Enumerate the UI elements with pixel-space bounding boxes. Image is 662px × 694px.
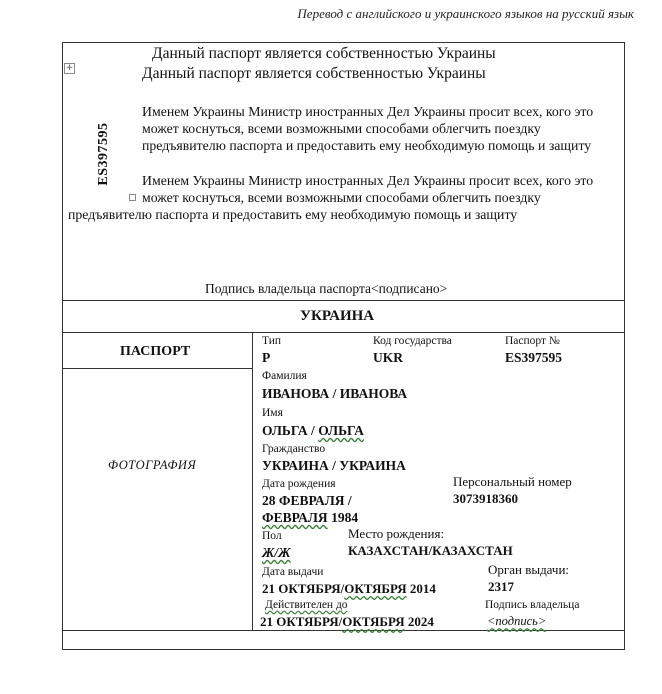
issue-date-part-3: 2014: [406, 581, 436, 596]
valid-until-part-3: 2024: [404, 614, 434, 629]
issue-date-part-1: 21 ОКТЯБРЯ/: [262, 581, 345, 596]
divider-passport-label: [62, 368, 253, 369]
anchor-box-icon: [129, 194, 136, 201]
issuing-authority-label: Орган выдачи:: [488, 562, 570, 577]
plea-2-line-2: может коснуться, всеми возможными способами облегчить поездку: [142, 190, 541, 205]
birth-date-label: Дата рождения: [262, 478, 336, 490]
surname-value: ИВАНОВА / ИВАНОВА: [262, 386, 408, 401]
birth-date-line-1: 28 ФЕВРАЛЯ /: [262, 493, 352, 508]
passport-number-value: ES397595: [505, 350, 563, 365]
valid-until-label: [265, 599, 348, 611]
surname-label: Фамилия: [262, 370, 307, 382]
personal-number-value: 3073918360: [453, 491, 518, 506]
plea-2-line-1: Именем Украины Министр иностранных Дел Украины просит всех, кого это: [142, 173, 594, 188]
holder-signature-line: Подпись владельца паспорта<подписано>: [205, 281, 448, 296]
sex-value: Ж/Ж: [262, 545, 291, 560]
given-name-label: Имя: [262, 407, 283, 419]
birth-date-line-2: [262, 510, 358, 526]
valid-until-part-1: 21 ОКТЯБРЯ/: [260, 614, 343, 629]
photo-placeholder-label: ФОТОГРАФИЯ: [108, 458, 197, 472]
state-code-value: UKR: [373, 350, 403, 365]
plea-2-line-3: предъявителю паспорта и предоставить ему необходимую помощь и защиту: [68, 207, 518, 222]
personal-number-label: Персональный номер: [453, 474, 572, 489]
given-name-part-2: ОЛЬГА: [318, 423, 364, 438]
birth-place-label: Место рождения:: [348, 526, 445, 541]
birth-place-value: КАЗАХСТАН/КАЗАХСТАН: [348, 543, 513, 558]
state-code-label: Код государства: [373, 335, 452, 347]
table-move-icon[interactable]: +: [65, 63, 74, 73]
type-value: P: [262, 350, 271, 365]
divider-data-bottom: [62, 630, 625, 631]
plea-1-line-3: предъявителю паспорта и предоставить ему необходимую помощь и защиту: [142, 138, 592, 153]
vertical-serial-number: ES397595: [96, 122, 111, 186]
translation-note: Перевод с английского и украинского языков на русский язык: [297, 6, 634, 21]
sex-label: Пол: [262, 530, 282, 542]
given-name-part-1: ОЛЬГА /: [262, 423, 319, 438]
issue-date-part-2: ОКТЯБРЯ: [344, 581, 407, 596]
issue-date-value: [262, 581, 436, 597]
holder-signature-label: Подпись владельца: [485, 599, 580, 611]
issue-date-label: Дата выдачи: [262, 566, 324, 578]
plea-1-line-1: Именем Украины Министр иностранных Дел Украины просит всех, кого это: [142, 104, 594, 119]
birth-year-part: 1984: [327, 510, 359, 525]
country-heading: УКРАИНА: [300, 308, 375, 324]
birth-month-part: ФЕВРАЛЯ: [262, 510, 328, 525]
citizenship-label: Гражданство: [262, 443, 326, 455]
issuing-authority-value: 2317: [488, 579, 514, 594]
valid-until-label-text: Действителен до: [265, 599, 348, 611]
plea-1-line-2: может коснуться, всеми возможными способами облегчить поездку: [142, 121, 541, 136]
valid-until-part-2: ОКТЯБРЯ: [342, 614, 405, 629]
type-label: Тип: [262, 335, 282, 347]
passport-label: ПАСПОРТ: [120, 344, 191, 359]
given-name-value: [262, 423, 364, 439]
holder-signature-value: <подпись>: [487, 614, 547, 628]
passport-number-label: Паспорт №: [505, 335, 560, 347]
divider-country-bottom: [62, 332, 625, 333]
property-line-1: Данный паспорт является собственностью Украины: [152, 45, 496, 62]
citizenship-value: УКРАИНА / УКРАИНА: [262, 458, 406, 473]
valid-until-value: [260, 614, 434, 630]
divider-photo-column: [252, 332, 253, 630]
divider-cover-bottom: [62, 300, 625, 301]
property-line-2: Данный паспорт является собственностью Украины: [142, 65, 486, 82]
